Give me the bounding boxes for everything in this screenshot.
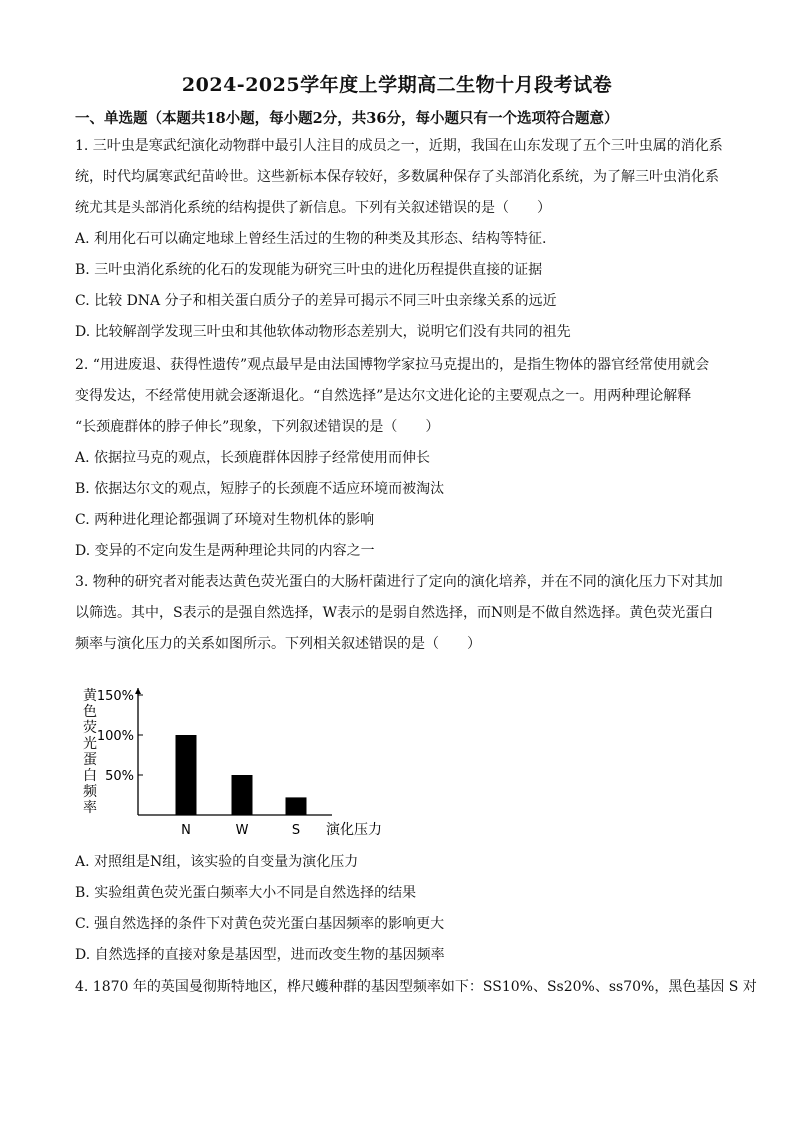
y-axis-label-char: 白 (83, 768, 97, 784)
y-tick-label: 150% (96, 689, 134, 704)
text-line: D. 比较解剖学发现三叶虫和其他软体动物形态差别大，说明它们没有共同的祖先 (75, 324, 571, 340)
text-line: A. 依据拉马克的观点，长颈鹿群体因脖子经常使用而伸长 (75, 450, 431, 466)
text-line: D. 自然选择的直接对象是基因型，进而改变生物的基因频率 (75, 947, 445, 963)
text-line: 统，时代均属寒武纪苗岭世。这些新标本保存较好，多数属种保存了头部消化系统，为了解三叶虫消化系 (75, 169, 719, 185)
text-line: C. 强自然选择的条件下对黄色荧光蛋白基因频率的影响更大 (75, 916, 445, 932)
page-title: 2024-2025学年度上学期高二生物十月段考试卷 (181, 74, 613, 96)
bar-chart (70, 680, 410, 840)
y-tick-label: 50% (105, 769, 134, 784)
y-axis-label-char: 蛋 (83, 752, 97, 768)
text-line: 3. 物种的研究者对能表达黄色荧光蛋白的大肠杆菌进行了定向的演化培养，并在不同的演化压力下对其加 (75, 574, 723, 590)
y-axis-label-char: 色 (83, 704, 97, 720)
y-axis-label-char: 荧 (83, 720, 97, 736)
text-line: 2. “用进废退、获得性遗传”观点最早是由法国博物学家拉马克提出的，是指生物体的器官经常使用就会 (75, 357, 710, 373)
text-line: B. 依据达尔文的观点，短脖子的长颈鹿不适应环境而被淘汰 (75, 481, 445, 497)
x-axis-label: 演化压力 (326, 822, 382, 838)
text-line: “长颈鹿群体的脖子伸长”现象，下列叙述错误的是（ ） (75, 419, 440, 435)
y-axis-label-char: 频 (83, 784, 97, 800)
y-tick-label: 100% (96, 729, 134, 744)
text-line: 变得发达，不经常使用就会逐渐退化。“自然选择”是达尔文进化论的主要观点之一。用两种理论解释 (75, 388, 692, 404)
text-line: 4. 1870 年的英国曼彻斯特地区，桦尺蠖种群的基因型频率如下：SS10%、Ss20%、ss70%，黑色基因 S 对 (75, 979, 757, 995)
x-tick-label: W (235, 823, 249, 838)
bar-N (176, 735, 197, 815)
bar-W (232, 775, 253, 815)
text-line: 1. 三叶虫是寒武纪演化动物群中最引人注目的成员之一，近期，我国在山东发现了五个三叶虫属的消化系 (75, 138, 723, 154)
x-tick-label: N (181, 823, 191, 838)
text-line: 频率与演化压力的关系如图所示。下列相关叙述错误的是（ ） (75, 636, 481, 652)
y-axis-label-char: 黄 (83, 688, 97, 704)
text-line: B. 实验组黄色荧光蛋白频率大小不同是自然选择的结果 (75, 885, 417, 901)
section-heading: 一、单选题（本题共18小题，每小题2分，共36分，每小题只有一个选项符合题意） (75, 110, 619, 127)
y-axis-label-char: 率 (83, 800, 97, 816)
bar-S (286, 797, 307, 815)
text-line: C. 两种进化理论都强调了环境对生物机体的影响 (75, 512, 375, 528)
y-axis-label-char: 光 (83, 736, 97, 752)
text-line: D. 变异的不定向发生是两种理论共同的内容之一 (75, 543, 375, 559)
x-tick-label: S (291, 823, 301, 838)
chart-svg (70, 680, 410, 840)
text-line: A. 对照组是N组，该实验的自变量为演化压力 (75, 854, 359, 870)
text-line: C. 比较 DNA 分子和相关蛋白质分子的差异可揭示不同三叶虫亲缘关系的远近 (75, 293, 557, 309)
y-axis-arrow (135, 688, 141, 694)
text-line: B. 三叶虫消化系统的化石的发现能为研究三叶虫的进化历程提供直接的证据 (75, 262, 543, 278)
text-line: A. 利用化石可以确定地球上曾经生活过的生物的种类及其形态、结构等特征. (75, 231, 547, 247)
text-line: 以筛选。其中，S表示的是强自然选择，W表示的是弱自然选择，而N则是不做自然选择。黄色荧光蛋白 (75, 605, 714, 621)
text-line: 统尤其是头部消化系统的结构提供了新信息。下列有关叙述错误的是（ ） (75, 200, 551, 216)
